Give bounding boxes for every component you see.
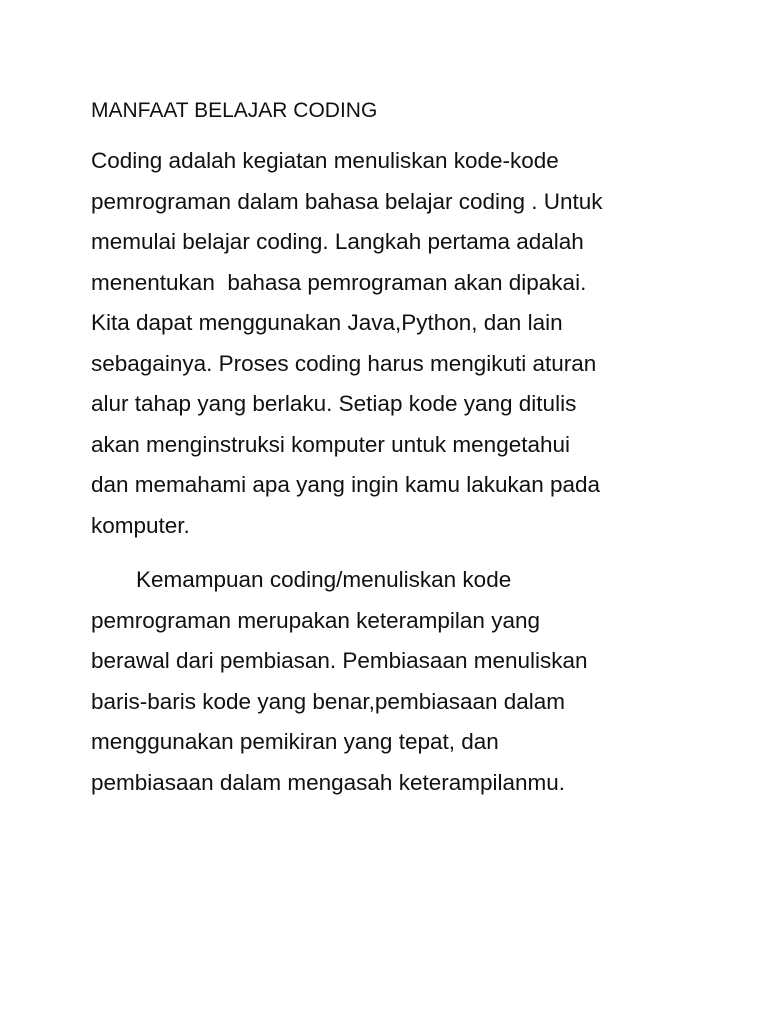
paragraph-2 bbox=[91, 560, 691, 803]
paragraph-line: akan menginstruksi komputer untuk mengetahui bbox=[91, 431, 571, 457]
paragraph-line: menggunakan pemikiran yang tepat, dan bbox=[91, 729, 499, 754]
paragraph-line: baris-baris kode yang benar,pembiasaan dalam bbox=[91, 688, 566, 714]
paragraph-line: komputer. bbox=[91, 512, 190, 538]
paragraph-line: sebagainya. Proses coding harus mengikuti aturan bbox=[91, 350, 597, 376]
paragraph-line-text: Kemampuan coding/menuliskan kode bbox=[136, 567, 512, 592]
paragraph-line: alur tahap yang berlaku. Setiap kode yang ditulis bbox=[91, 391, 577, 416]
document-content bbox=[91, 92, 691, 803]
document-title: MANFAAT BELAJAR CODING bbox=[91, 99, 378, 122]
paragraph-line: menentukan bahasa pemrograman akan dipakai. bbox=[91, 269, 587, 295]
paragraph-line: pemrograman merupakan keterampilan yang bbox=[91, 607, 540, 633]
paragraph-first-line bbox=[91, 560, 691, 601]
paragraph-1 bbox=[91, 141, 691, 546]
paragraph-line: pemrograman dalam bahasa belajar coding . Untuk bbox=[91, 188, 603, 214]
paragraph-line: pembiasaan dalam mengasah keterampilanmu. bbox=[91, 769, 566, 795]
paragraph-line: dan memahami apa yang ingin kamu lakukan pada bbox=[91, 472, 601, 497]
paragraph-line: berawal dari pembiasan. Pembiasaan menuliskan bbox=[91, 648, 588, 673]
paragraph-line: Kita dapat menggunakan Java,Python, dan lain bbox=[91, 310, 563, 335]
paragraph-line: memulai belajar coding. Langkah pertama adalah bbox=[91, 229, 584, 254]
paragraph-line: Coding adalah kegiatan menuliskan kode-kode bbox=[91, 148, 559, 173]
